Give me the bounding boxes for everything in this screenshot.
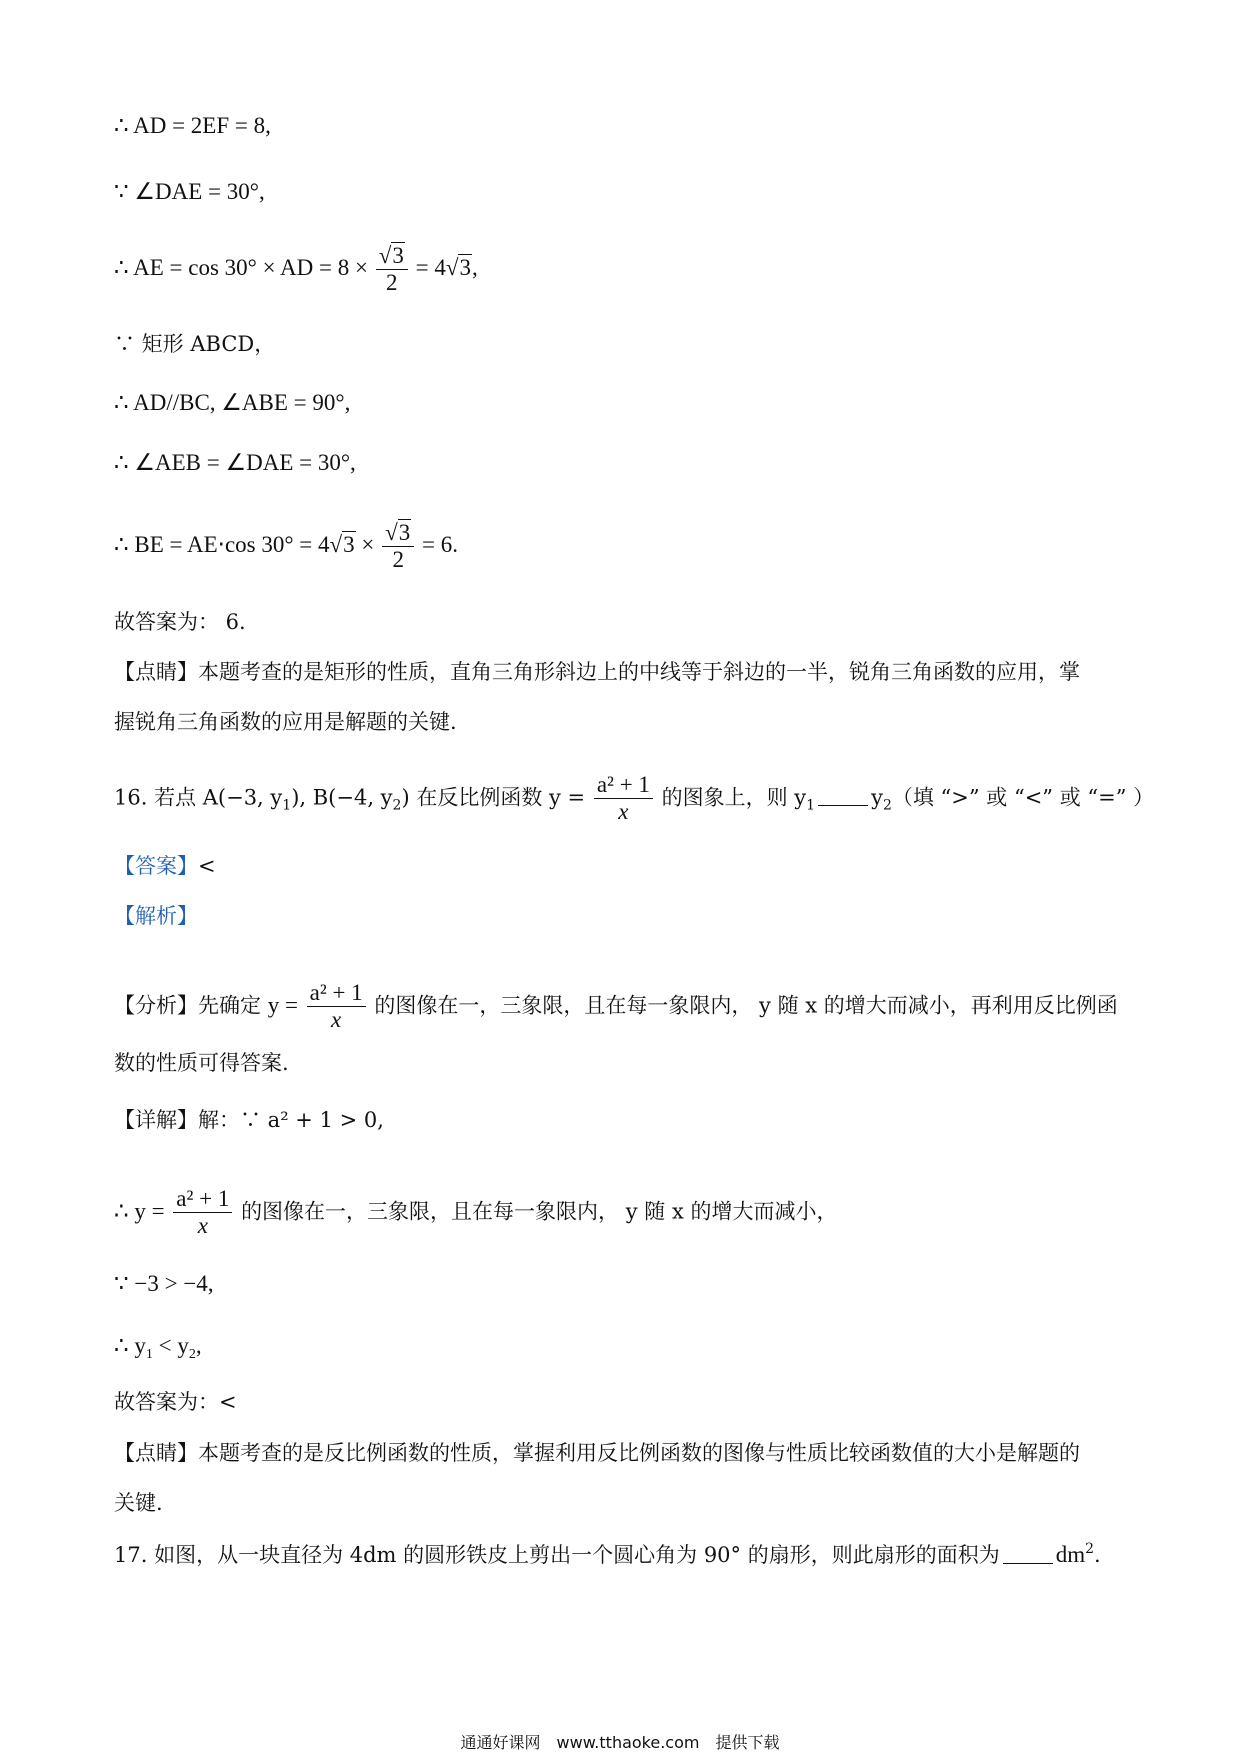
xiangjie-line1: 【详解】解：∵ a² + 1 > 0, [114,1108,384,1132]
xj2-a: ∴ y = [114,1198,165,1224]
q16-f: （填 “>” 或 “<” 或 “=” ） [891,785,1155,810]
q17-b: dm [1055,1542,1086,1567]
q16-e-sub: 2 [882,797,892,814]
q16-b-sub: 2 [392,797,402,814]
q16-b: ), B(−4, y [291,785,393,810]
ae-fraction-num: 3 [392,243,404,268]
line-angle-aeb: ∴ ∠AEB = ∠DAE = 30°, [114,450,356,475]
answer-16 [114,856,216,877]
ae-rhs-rad: 3 [459,255,471,281]
xiangjie-line2 [114,1186,837,1240]
be-fraction-den: 2 [392,547,404,573]
q17-a: 17. 如图，从一块直径为 4dm 的圆形铁皮上剪出一个圆心角为 90° 的扇形，则此扇形的面积为 [114,1543,1000,1567]
fenxi-fraction [307,980,366,1034]
fenxi-fraction-num: a² + 1 [307,980,366,1007]
line-be: ∴ BE = AE⋅cos 30° = 4√3 × $\frac{√3}{2}$ = 6. [114,520,458,573]
xiangjie-line4 [114,1334,202,1362]
question-16 [114,772,1154,826]
ae-end: , [471,255,478,281]
q16-e: y [871,785,883,810]
line-rectangle: ∵ 矩形 ABCD， [114,332,276,356]
fenxi-b: 的图像在一，三象限，且在每一象限内， y 随 x 的增大而减小，再利用反比例函 [374,993,1118,1018]
ae-fraction-den: 2 [386,270,398,296]
be-fraction-num: 3 [398,520,411,545]
line-parallel: ∴ AD//BC, ∠ABE = 90°, [114,390,351,415]
be-times: × [361,532,375,558]
q17-c: . [1094,1543,1101,1567]
q16-fraction-num: a² + 1 [594,772,653,799]
q16-fraction-den: x [618,799,629,825]
line-ae: ∴ AE = cos 30° × AD = 8 × $\frac{√3}{2}$ = 4√3, [114,243,478,296]
xj4-b: < y [152,1333,189,1358]
xj2-fraction [173,1186,232,1240]
line-ad-2ef: ∴ AD = 2EF = 8, [114,113,271,138]
xj4-c: , [195,1333,202,1358]
xj2-fraction-den: x [197,1213,208,1239]
ae-lhs: ∴ AE = cos 30° × AD = 8 × [114,255,368,281]
xj2-b: 的图像在一，三象限，且在每一象限内， y 随 x 的增大而减小， [241,1199,838,1224]
comment-15-line1: 【点睛】本题考查的是矩形的性质，直角三角形斜边上的中线等于斜边的一半，锐角三角函数的应用，掌 [114,660,1080,684]
q16-fraction [594,772,653,826]
question-17 [114,1542,1101,1566]
be-end: = 6. [422,532,458,558]
xj2-fraction-num: a² + 1 [173,1186,232,1213]
q16-a: 16. 若点 A(−3, y [114,785,283,810]
ae-rhs: = 4 [415,255,446,281]
xj4-sub2: 2 [188,1347,196,1362]
xj4-sub1: 1 [145,1347,153,1362]
fenxi-line1 [114,980,1118,1034]
be-lhs: ∴ BE = AE⋅cos 30° = 4 [114,532,330,558]
answer-value: < [198,854,216,878]
answer-label: 【答案】 [114,854,198,878]
fenxi-y: y = [267,992,298,1018]
q16-blank [818,787,868,806]
xj4-a: ∴ y [114,1333,146,1358]
line-angle-dae: ∵ ∠DAE = 30°, [114,179,265,204]
be-fraction: $\frac{√3}{2}$ [382,520,414,574]
fenxi-line2: 数的性质可得答案. [114,1051,289,1075]
comment-15-line2: 握锐角三角函数的应用是解题的关键. [114,710,457,734]
q16-a-sub: 1 [282,797,292,814]
answer-15: 故答案为： 6. [114,610,246,634]
q17-sup: 2 [1085,1541,1095,1557]
fenxi-a: 【分析】先确定 [114,993,261,1018]
comment-16-line1: 【点睛】本题考查的是反比例函数的性质，掌握利用反比例函数的图像与性质比较函数值的大小是解题的 [114,1441,1080,1465]
q17-blank [1003,1545,1053,1564]
q16-d-sub: 1 [806,797,816,814]
comment-16-line2: 关键. [114,1491,163,1515]
answer-16-final: 故答案为：< [114,1390,237,1414]
ae-fraction: $\frac{√3}{2}$ [376,243,408,297]
q16-c: ) 在反比例函数 y = [401,785,586,810]
q16-d: 的图象上，则 y [661,785,807,810]
footer-watermark: 通通好课网 www.tthaoke.com 提供下载 [460,1733,780,1752]
be-rad1: 3 [343,532,355,558]
xiangjie-line3: ∵ −3 > −4, [114,1271,214,1296]
fenxi-fraction-den: x [331,1007,342,1033]
analysis-label: 【解析】 [114,904,198,928]
